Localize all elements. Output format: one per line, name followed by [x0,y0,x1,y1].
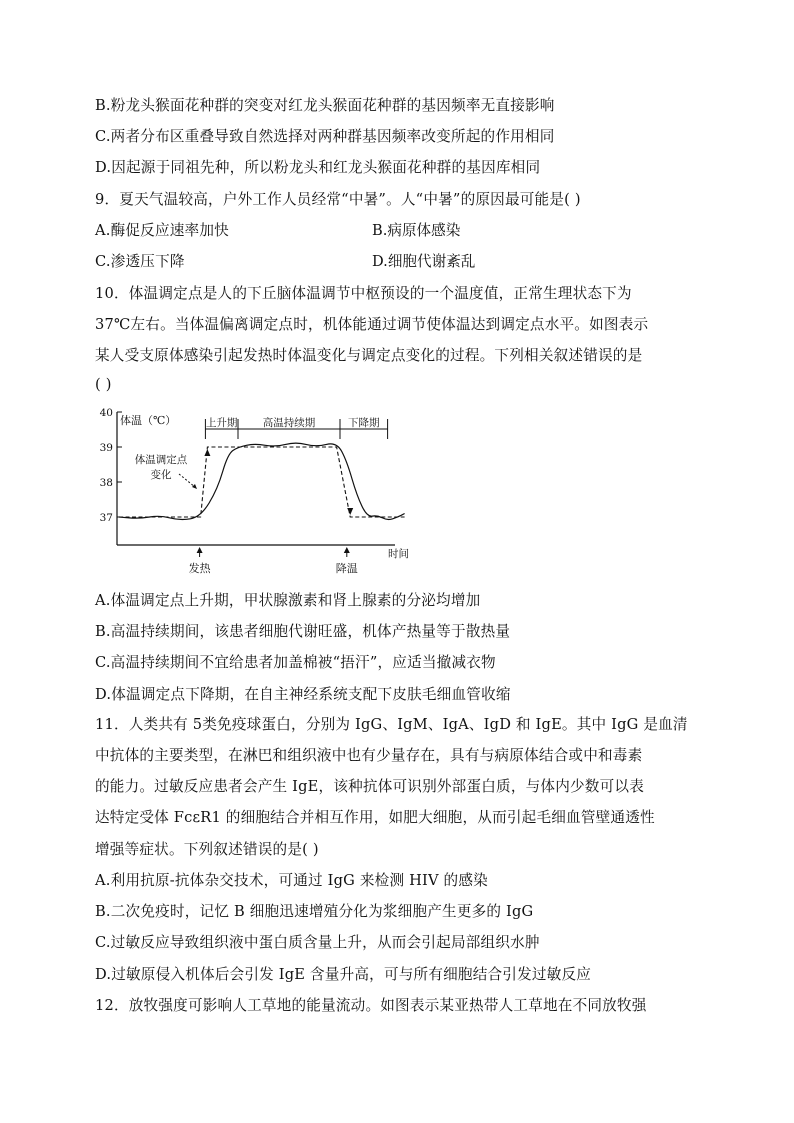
q12-stem-line-1: 12．放牧强度可影响人工草地的能量流动。如图表示某亚热带人工草地在不同放牧强 [95,997,647,1014]
setpoint-annotation: 变化 [150,469,172,481]
x-axis-label: 时间 [388,548,409,560]
q11-stem-line-1: 11．人类共有 5类免疫球蛋白，分别为 IgG、IgM、IgA、IgD 和 IgE。其中 IgG 是血清 [95,716,688,733]
q11-stem-line-3: 的能力。过敏反应患者会产生 IgE，该种抗体可识别外部蛋白质，与体内少数可以表 [95,778,644,795]
q10-option-d: D.体温调定点下降期，在自主神经系统支配下皮肤毛细血管收缩 [95,686,511,703]
q9-option-c: C.渗透压下降 [95,253,185,270]
q11-option-a: A.利用抗原-抗体杂交技术，可通过 IgG 来检测 HIV 的感染 [95,872,488,889]
event-arrow-head [197,547,203,553]
q11-stem-line-5: 增强等症状。下列叙述错误的是( ) [95,841,319,858]
q9-stem: 9．夏天气温较高，户外工作人员经常“中暑”。人“中暑”的原因最可能是( ) [95,191,581,208]
q8-option-b: B.粉龙头猴面花种群的突变对红龙头猴面花种群的基因频率无直接影响 [95,97,555,114]
phase-label: 上升期 [205,417,238,429]
y-tick-label: 37 [99,512,113,524]
setpoint-down-arrow [347,508,353,515]
setpoint-up-arrow [204,449,210,456]
q10-option-a: A.体温调定点上升期，甲状腺激素和肾上腺素的分泌均增加 [95,592,481,609]
q8-option-c: C.两者分布区重叠导致自然选择对两种群基因频率改变所起的作用相同 [95,128,555,145]
q9-option-d: D.细胞代谢紊乱 [372,253,476,270]
q10-stem-line-2: 37℃左右。当体温偏离调定点时，机体能通过调节使体温达到调定点水平。如图表示 [95,316,649,333]
q11-option-d: D.过敏原侵入机体后会引发 IgE 含量升高，可与所有细胞结合引发过敏反应 [95,966,592,983]
y-axis-label: 体温（℃） [120,414,177,427]
q10-stem-line-3: 某人受支原体感染引起发热时体温变化与调定点变化的过程。下列相关叙述错误的是 [95,347,643,364]
y-tick-label: 38 [99,477,113,489]
q11-stem-line-4: 达特定受体 FcεR1 的细胞结合并相互作用，如肥大细胞，从而引起毛细血管壁通透性 [95,809,655,826]
event-arrow-head [344,547,350,553]
event-label: 发热 [188,562,211,575]
q11-option-b: B.二次免疫时，记忆 B 细胞迅速增殖分化为浆细胞产生更多的 IgG [95,903,534,920]
q9-option-a: A.酶促反应速率加快 [95,222,229,239]
q9-option-b: B.病原体感染 [372,222,461,239]
q10-option-b: B.高温持续期间，该患者细胞代谢旺盛，机体产热量等于散热量 [95,623,511,640]
body-temperature-chart [95,402,425,580]
q10-option-c: C.高温持续期间不宜给患者加盖棉被“捂汗”，应适当撤减衣物 [95,654,496,671]
q10-stem-line-4: ( ) [95,376,112,393]
y-tick-label: 39 [99,442,113,454]
q8-option-d: D.因起源于同祖先种，所以粉龙头和红龙头猴面花种群的基因库相同 [95,159,541,176]
phase-label: 下降期 [348,417,380,429]
q11-option-c: C.过敏反应导致组织液中蛋白质含量上升，从而会引起局部组织水肿 [95,934,540,951]
q11-stem-line-2: 中抗体的主要类型，在淋巴和组织液中也有少量存在，具有与病原体结合或中和毒素 [95,747,643,764]
annotation-pointer [179,474,195,487]
phase-label: 高温持续期 [262,417,316,429]
q10-stem-line-1: 10．体温调定点是人的下丘脑体温调节中枢预设的一个温度值，正常生理状态下为 [95,285,632,302]
y-tick-label: 40 [99,407,113,419]
setpoint-annotation: 体温调定点 [134,454,188,466]
event-label: 降温 [335,562,358,575]
